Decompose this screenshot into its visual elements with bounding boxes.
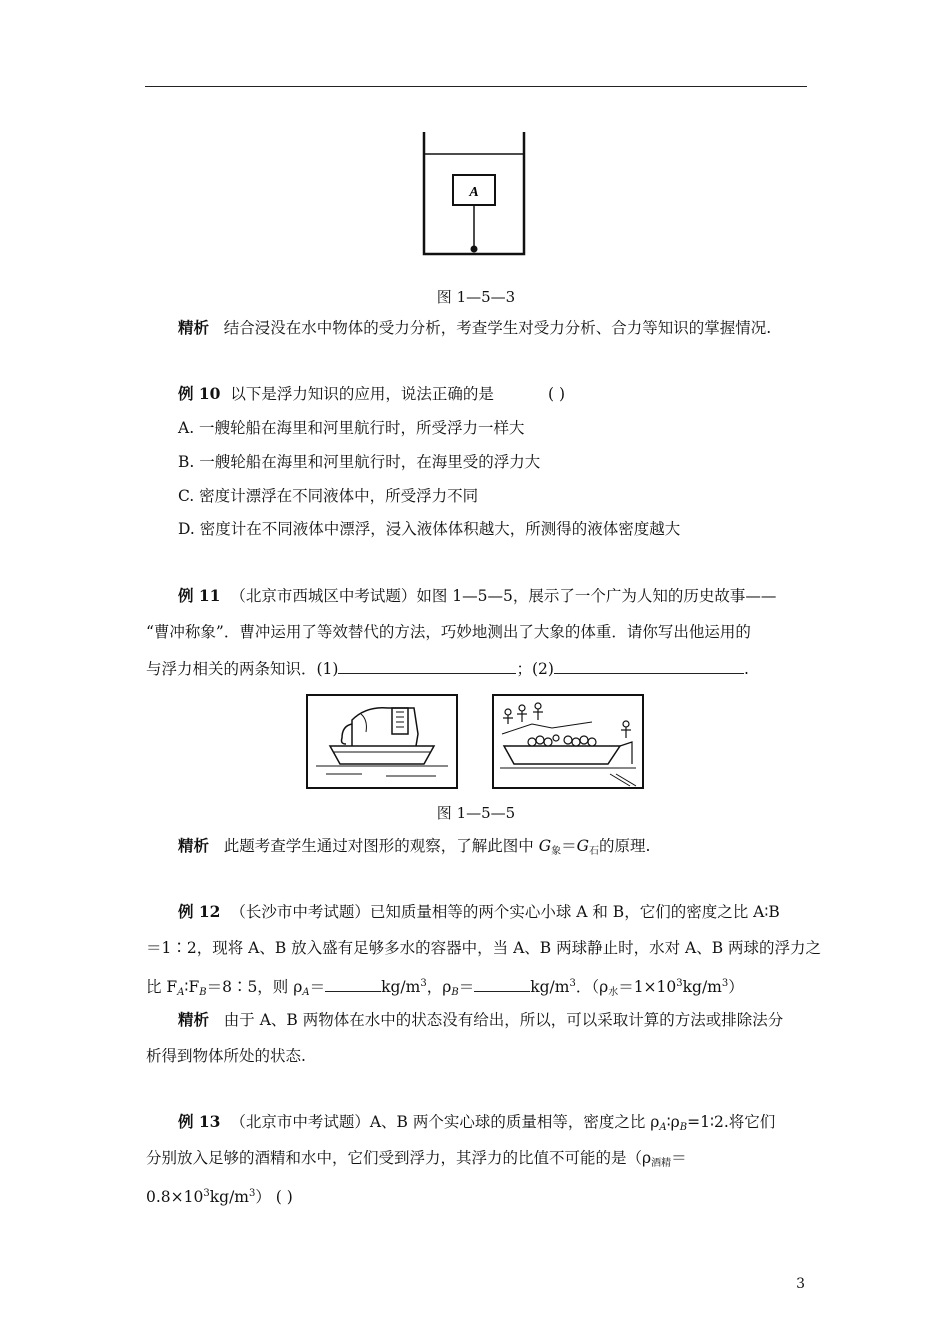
g-symbol: G bbox=[538, 837, 552, 855]
analysis-label: 精析 bbox=[178, 836, 210, 855]
figure-elephant-boat bbox=[306, 694, 458, 790]
text: ＝ bbox=[458, 978, 475, 996]
text: （北京市西城区中考试题）如图 1—5—5，展示了一个广为人知的历史故事—— bbox=[230, 587, 777, 605]
sub: A bbox=[177, 987, 185, 998]
text: ；(2) bbox=[516, 660, 554, 678]
text: 比 F bbox=[146, 978, 178, 996]
option-c: C. 密度计漂浮在不同液体中，所受浮力不同 bbox=[178, 487, 479, 505]
sub: A bbox=[302, 987, 310, 998]
sup: 3 bbox=[420, 978, 427, 989]
analysis-label: 精析 bbox=[178, 1010, 210, 1029]
analysis-paragraph-3-line1 bbox=[178, 1010, 783, 1030]
text: （北京市中考试题）A、B 两个实心球的质量相等，密度之比 ρ bbox=[230, 1113, 660, 1131]
sub: A bbox=[659, 1122, 667, 1133]
text: . bbox=[743, 660, 749, 678]
text: kg/m bbox=[530, 978, 570, 996]
text: ＝ bbox=[671, 1149, 687, 1167]
answer-blank-rho-a[interactable] bbox=[325, 976, 381, 992]
example-13-line3 bbox=[146, 1184, 293, 1207]
text: ） bbox=[728, 978, 744, 996]
text: kg/m bbox=[209, 1188, 249, 1206]
text: ＝ bbox=[309, 978, 326, 996]
text: ＝ bbox=[561, 837, 577, 855]
sup: 3 bbox=[248, 1188, 256, 1199]
analysis-label: 精析 bbox=[178, 318, 210, 337]
text: ） ( ) bbox=[255, 1188, 293, 1206]
question-text: 以下是浮力知识的应用，说法正确的是 bbox=[230, 385, 494, 403]
text: ∶ρ bbox=[666, 1113, 680, 1131]
example-label: 例 11 bbox=[178, 586, 221, 605]
example-12-line3 bbox=[146, 974, 744, 1003]
analysis-paragraph-1 bbox=[178, 318, 771, 338]
sup: 3 bbox=[721, 978, 729, 989]
example-11-line3 bbox=[146, 658, 749, 679]
figure-caption-1-5-3: 图 1—5—3 bbox=[436, 288, 516, 306]
text: 0.8×10 bbox=[146, 1188, 204, 1206]
sub: 象 bbox=[551, 846, 562, 857]
figure-stone-boat bbox=[492, 694, 644, 790]
sup: 3 bbox=[203, 1188, 210, 1199]
text: 与浮力相关的两条知识．(1) bbox=[146, 660, 339, 678]
example-11-line2: “曹冲称象”．曹冲运用了等效替代的方法，巧妙地测出了大象的体重．请你写出他运用的 bbox=[146, 623, 751, 641]
text: kg/m bbox=[682, 978, 722, 996]
g-symbol: G bbox=[576, 837, 590, 855]
text: =1∶2.将它们 bbox=[687, 1113, 776, 1131]
answer-blank-1[interactable] bbox=[338, 658, 516, 674]
option-a: A. 一艘轮船在海里和河里航行时，所受浮力一样大 bbox=[178, 419, 525, 437]
answer-blank-rho-b[interactable] bbox=[474, 976, 530, 992]
text: 由于 A、B 两物体在水中的状态没有给出，所以，可以采取计算的方法或排除法分 bbox=[223, 1011, 784, 1029]
page-number: 3 bbox=[796, 1276, 805, 1292]
example-13-line1 bbox=[178, 1112, 775, 1138]
answer-parentheses: ( ) bbox=[548, 385, 566, 403]
analysis-paragraph-2 bbox=[178, 836, 650, 862]
example-label: 例 13 bbox=[178, 1112, 221, 1131]
text: （长沙市中考试题）已知质量相等的两个实心小球 A 和 B，它们的密度之比 A∶B bbox=[230, 903, 780, 921]
sup: 3 bbox=[676, 978, 683, 989]
text: 分别放入足够的酒精和水中，它们受到浮力，其浮力的比值不可能的是（ρ bbox=[146, 1149, 652, 1167]
example-11-line1 bbox=[178, 586, 776, 606]
sub: 石 bbox=[589, 846, 600, 857]
text: ∶F bbox=[184, 978, 200, 996]
text: ＝1×10 bbox=[618, 978, 677, 996]
example-10-question bbox=[178, 384, 494, 404]
answer-blank-2[interactable] bbox=[554, 658, 744, 674]
text: ＝8∶5，则 ρ bbox=[206, 978, 303, 996]
header-rule bbox=[145, 86, 807, 87]
option-d: D. 密度计在不同液体中漂浮，浸入液体体积越大，所测得的液体密度越大 bbox=[178, 520, 681, 538]
example-12-line1 bbox=[178, 902, 780, 922]
figure-container-block bbox=[420, 130, 530, 258]
sub: B bbox=[451, 987, 459, 998]
sub: B bbox=[199, 987, 207, 998]
text: kg/m bbox=[381, 978, 421, 996]
option-b: B. 一艘轮船在海里和河里航行时，在海里受的浮力大 bbox=[178, 453, 541, 471]
sup: 3 bbox=[569, 978, 576, 989]
sub: B bbox=[679, 1122, 688, 1133]
sub: 酒精 bbox=[651, 1158, 672, 1169]
text: ，ρ bbox=[426, 978, 452, 996]
analysis-paragraph-3-line2: 析得到物体所处的状态. bbox=[146, 1047, 306, 1065]
example-label: 例 10 bbox=[178, 384, 221, 403]
text: 的原理. bbox=[599, 837, 651, 855]
block-a-label: A bbox=[469, 185, 479, 200]
example-13-line2 bbox=[146, 1148, 687, 1174]
analysis-text: 结合浸没在水中物体的受力分析，考查学生对受力分析、合力等知识的掌握情况. bbox=[223, 319, 772, 337]
example-label: 例 12 bbox=[178, 902, 221, 921]
text: 此题考查学生通过对图形的观察，了解此图中 bbox=[223, 837, 539, 855]
figure-caption-1-5-5: 图 1—5—5 bbox=[436, 804, 516, 822]
text: ．（ρ bbox=[575, 978, 609, 996]
example-12-line2: ＝1∶2，现将 A、B 放入盛有足够多水的容器中，当 A、B 两球静止时，水对 A、B 两球的浮力之 bbox=[146, 939, 822, 957]
sub: 水 bbox=[608, 987, 619, 998]
